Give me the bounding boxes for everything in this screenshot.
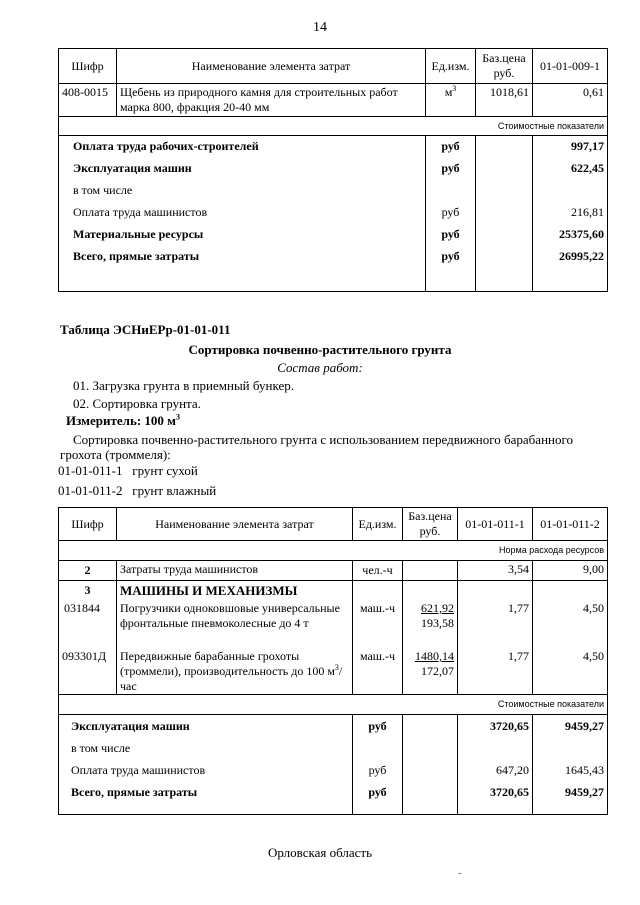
machine-name-2 (120, 649, 349, 694)
variant-code: 01-01-011-1 (58, 463, 123, 478)
machine-unit: маш.-ч (359, 649, 396, 663)
machine-v1-cell (458, 581, 533, 695)
section-title: Сортировка почвенно-растительного грунта (188, 342, 452, 357)
machine-price-top: 621,92 (421, 601, 454, 615)
cost-block (59, 136, 608, 292)
cost-name: в том числе (73, 183, 133, 197)
cost-unit: руб (368, 763, 387, 777)
machines-block (59, 581, 608, 695)
cost-name: Оплата труда рабочих-строителей (73, 139, 259, 153)
cost-units-cell (426, 136, 476, 292)
table-row (59, 561, 608, 581)
description-line-1: Сортировка почвенно-растительного грунта с использованием передвижного барабанного (73, 432, 573, 447)
cost-name: Оплата труда машинистов (73, 205, 208, 219)
header-base-price: Баз.цена руб. (476, 49, 533, 84)
machine-v2: 4,50 (583, 649, 604, 663)
cost-value: 216,81 (571, 205, 604, 219)
variant-2 (58, 483, 216, 499)
machine-code: 093301Д (62, 649, 107, 663)
footer-region: Орловская область (267, 845, 373, 860)
cost-unit: руб (368, 719, 387, 733)
cost-value: 25375,60 (559, 227, 604, 241)
cost-unit: руб (441, 227, 460, 241)
cost-empty-cell (403, 715, 458, 815)
measure-sup: 3 (176, 412, 181, 422)
cost-v2: 9459,27 (565, 785, 604, 799)
description-line-2: грохота (троммеля): (60, 447, 171, 462)
machine-name: Передвижные барабанные грохоты (троммели), производительность до 100 м (120, 649, 335, 678)
measure-label (66, 413, 180, 429)
cost-name: Всего, прямые затраты (71, 785, 198, 799)
cost-v2: 1645,43 (565, 763, 604, 777)
labor-v1: 3,54 (458, 561, 533, 581)
cost-name: Эксплуатация машин (73, 161, 192, 175)
header-unit: Ед.изм. (426, 49, 476, 84)
machine-name-sup: 3 (334, 663, 339, 672)
cost-table-1 (58, 48, 608, 292)
cost-value: 26995,22 (559, 249, 604, 263)
composition-label: Состав работ: (277, 360, 363, 375)
table-header-row (59, 49, 608, 84)
section-row (59, 541, 608, 561)
cost-v2-cell (533, 715, 608, 815)
machine-price-bottom: 193,58 (421, 616, 454, 630)
header-col-2: 01-01-011-2 (533, 508, 608, 541)
cost-name: Эксплуатация машин (71, 719, 190, 733)
cost-units (426, 136, 475, 271)
cost-v1: 3720,65 (490, 719, 529, 733)
cost-v2: 9459,27 (565, 719, 604, 733)
variant-label: грунт сухой (132, 463, 198, 478)
cost-v1-cell (458, 715, 533, 815)
machine-v1: 1,77 (508, 649, 529, 663)
machines-heading-code: 3 (84, 583, 91, 597)
table-row (59, 84, 608, 117)
cost-value: 622,45 (571, 161, 604, 175)
header-base-price: Баз.цена руб. (403, 508, 458, 541)
machine-name: Погрузчики одноковшовые универсальные фронтальные пневмоколесные до 4 т (120, 601, 340, 630)
page-number: 14 (313, 20, 327, 35)
header-unit: Ед.изм. (353, 508, 403, 541)
machine-names-cell (117, 581, 353, 695)
cost-names-cell (59, 715, 353, 815)
machine-price-top: 1480,14 (415, 649, 454, 663)
machine-codes-cell (59, 581, 117, 695)
header-name: Наименование элемента затрат (117, 508, 353, 541)
item-unit-base: м (444, 85, 453, 99)
cost-unit: руб (441, 139, 460, 153)
item-value: 0,61 (533, 84, 608, 117)
header-col-1: 01-01-011-1 (458, 508, 533, 541)
cost-values-cell (533, 136, 608, 292)
work-step: 02. Сортировка грунта. (73, 396, 201, 411)
stray-mark: - (458, 868, 462, 879)
cost-v1 (461, 741, 529, 763)
header-code: Шифр (59, 49, 117, 84)
cost-name: Оплата труда машинистов (71, 763, 206, 777)
cost-unit (353, 741, 402, 763)
machine-price-bottom: 172,07 (421, 664, 454, 678)
item-unit-sup: 3 (452, 84, 457, 93)
labor-price (403, 561, 458, 581)
variant-label: грунт влажный (132, 483, 217, 498)
header-name: Наименование элемента затрат (117, 49, 426, 84)
cost-values (533, 136, 607, 271)
cost-empty-cell (476, 136, 533, 292)
machine-prices-cell (403, 581, 458, 695)
cost-name: в том числе (71, 741, 131, 755)
labor-name: Затраты труда машинистов (117, 561, 353, 581)
cost-name: Материальные ресурсы (73, 227, 204, 241)
machine-v2: 4,50 (583, 601, 604, 615)
item-price: 1018,61 (476, 84, 533, 117)
header-code: Шифр (59, 508, 117, 541)
cost-units-cell (353, 715, 403, 815)
header-col-1: 01-01-009-1 (533, 49, 608, 84)
work-step: 01. Загрузка грунта в приемный бункер. (73, 378, 294, 393)
table-header-row (59, 508, 608, 541)
labor-v2: 9,00 (533, 561, 608, 581)
cost-unit: руб (441, 205, 460, 219)
item-name: Щебень из природного камня для строительных работ марка 800, фракция 20-40 мм (117, 84, 426, 117)
cost-names (59, 715, 352, 807)
labor-unit: чел.-ч (353, 561, 403, 581)
cost-unit: руб (441, 161, 460, 175)
cost-unit (426, 183, 475, 205)
section-label: Стоимостные показатели (59, 117, 608, 136)
item-unit (426, 84, 476, 117)
section-row (59, 695, 608, 715)
cost-value (533, 183, 604, 205)
variant-1 (58, 463, 198, 479)
item-code: 408-0015 (59, 84, 117, 117)
machine-code: 031844 (64, 601, 100, 615)
cost-names-cell (59, 136, 426, 292)
machine-name-tail: /час (120, 664, 343, 693)
cost-v2 (536, 741, 604, 763)
cost-value: 997,17 (571, 139, 604, 153)
labor-code: 2 (59, 561, 117, 581)
machine-v1: 1,77 (508, 601, 529, 615)
measure-text: Измеритель: 100 м (66, 413, 177, 428)
cost-block (59, 715, 608, 815)
section-label: Стоимостные показатели (59, 695, 608, 715)
machines-heading-name: МАШИНЫ И МЕХАНИЗМЫ (120, 583, 298, 598)
machine-v2-cell (533, 581, 608, 695)
cost-v1: 3720,65 (490, 785, 529, 799)
machine-units-cell (353, 581, 403, 695)
cost-names (59, 136, 425, 271)
cost-table-2 (58, 507, 608, 815)
variant-code: 01-01-011-2 (58, 483, 123, 498)
cost-name: Всего, прямые затраты (73, 249, 200, 263)
section-row (59, 117, 608, 136)
cost-unit: руб (441, 249, 460, 263)
norm-label: Норма расхода ресурсов (59, 541, 608, 561)
cost-v1: 647,20 (496, 763, 529, 777)
table-title: Таблица ЭСНиЕРр-01-01-011 (60, 322, 231, 337)
machine-unit: маш.-ч (359, 601, 396, 615)
cost-unit: руб (368, 785, 387, 799)
